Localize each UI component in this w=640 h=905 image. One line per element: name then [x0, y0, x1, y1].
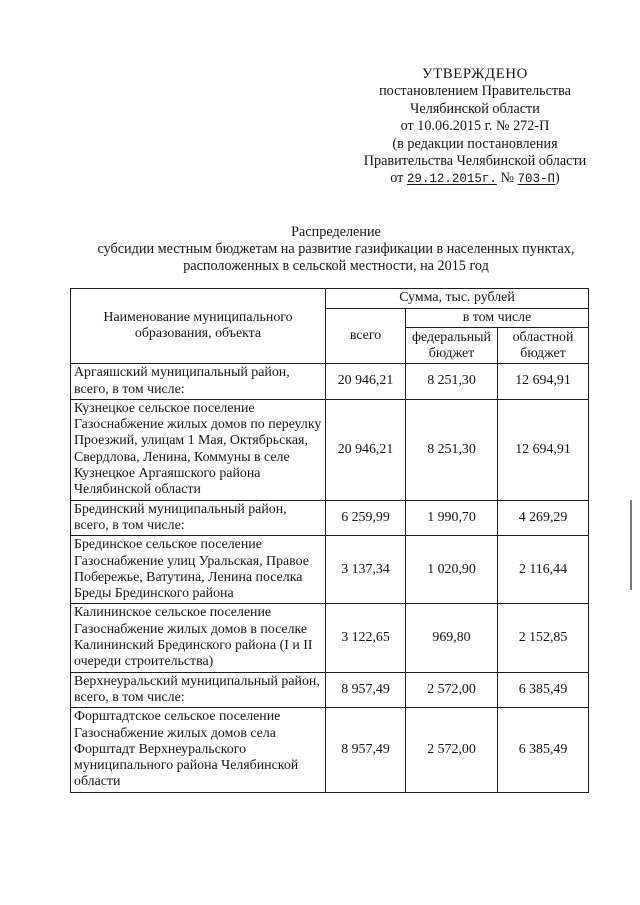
approval-stamp — [330, 66, 620, 189]
row-regional-cell: 12 694,91 — [498, 364, 589, 400]
row-regional-cell: 4 269,29 — [498, 500, 589, 536]
approval-line-5: Правительства Челябинской области — [363, 153, 587, 170]
header-including: в том числе — [406, 309, 589, 328]
row-name-cell: Калининское сельское поселение Газоснабжение жилых домов в поселке Калининский Брединского района (I и II очереди строительства) — [71, 604, 326, 672]
row-name-cell: Верхнеуральский муниципальный район, всего, в том числе: — [71, 672, 326, 708]
title-line-3: расположенных в сельской местности, на 2015 год — [183, 258, 489, 275]
table-row — [71, 672, 589, 708]
row-federal-cell: 2 572,00 — [406, 672, 498, 708]
header-regional: областной бюджет — [498, 328, 589, 364]
sig-date: 29.12.2015г. — [406, 172, 497, 187]
row-federal-cell: 2 572,00 — [406, 708, 498, 792]
distribution-table — [70, 288, 589, 793]
header-total: всего — [326, 309, 406, 364]
row-federal-cell: 8 251,30 — [406, 364, 498, 400]
title-line-1: Распределение — [291, 224, 381, 240]
document-title — [40, 224, 632, 276]
table-row — [71, 364, 589, 400]
row-regional-cell: 2 116,44 — [498, 536, 589, 604]
row-federal-cell: 1 990,70 — [406, 500, 498, 536]
row-regional-cell: 2 152,85 — [498, 604, 589, 672]
approval-line-2: Челябинской области — [410, 100, 540, 117]
row-total-cell: 20 946,21 — [326, 364, 406, 400]
row-name-cell: Брединский муниципальный район, всего, в том числе: — [71, 500, 326, 536]
row-regional-cell: 6 385,49 — [498, 672, 589, 708]
row-total-cell: 8 957,49 — [326, 672, 406, 708]
row-name-cell: Форштадтское сельское поселение Газоснабжение жилых домов села Форштадт Верхнеуральского муниципального района Челябинской области — [71, 708, 326, 792]
approval-line-3: от 10.06.2015 г. № 272-П — [400, 118, 550, 135]
row-total-cell: 20 946,21 — [326, 399, 406, 500]
header-name: Наименование муниципального образования, объекта — [71, 289, 326, 364]
row-federal-cell: 1 020,90 — [406, 536, 498, 604]
header-sum: Сумма, тыс. рублей — [326, 289, 589, 309]
approval-line-4: (в редакции постановления — [392, 135, 558, 152]
sig-number: 703-П — [517, 172, 556, 187]
row-regional-cell: 6 385,49 — [498, 708, 589, 792]
title-line-2: субсидии местным бюджетам на развитие газификации в населенных пунктах, — [97, 241, 575, 258]
row-name-cell: Кузнецкое сельское поселение Газоснабжение жилых домов по переулку Проезжий, улицам 1 Мая, Октябрьская, Свердлова, Ленина, Коммуны в селе Кузнецкое Аргаяшского района Челябинской области — [71, 399, 326, 500]
row-federal-cell: 969,80 — [406, 604, 498, 672]
row-total-cell: 3 122,65 — [326, 604, 406, 672]
row-total-cell: 8 957,49 — [326, 708, 406, 792]
sig-prefix: от — [390, 170, 404, 187]
row-regional-cell: 12 694,91 — [498, 399, 589, 500]
table-row — [71, 399, 589, 500]
sig-number-label: № — [500, 170, 514, 187]
header-federal: федеральный бюджет — [406, 328, 498, 364]
table-row — [71, 708, 589, 792]
row-name-cell: Аргаяшский муниципальный район, всего, в том числе: — [71, 364, 326, 400]
approval-heading: УТВЕРЖДЕНО — [422, 66, 528, 82]
row-name-cell: Брединское сельское поселение Газоснабжение улиц Уральская, Правое Побережье, Ватутина, Ленина поселка Бреды Брединского района — [71, 536, 326, 604]
row-total-cell: 6 259,99 — [326, 500, 406, 536]
header-row-1 — [71, 289, 589, 309]
sig-suffix: ) — [555, 170, 560, 187]
approval-signature-line — [330, 170, 620, 188]
row-federal-cell: 8 251,30 — [406, 399, 498, 500]
table-row — [71, 604, 589, 672]
table-row — [71, 536, 589, 604]
table-row — [71, 500, 589, 536]
scan-edge-mark — [630, 500, 632, 590]
row-total-cell: 3 137,34 — [326, 536, 406, 604]
approval-line-1: постановлением Правительства — [379, 83, 571, 100]
